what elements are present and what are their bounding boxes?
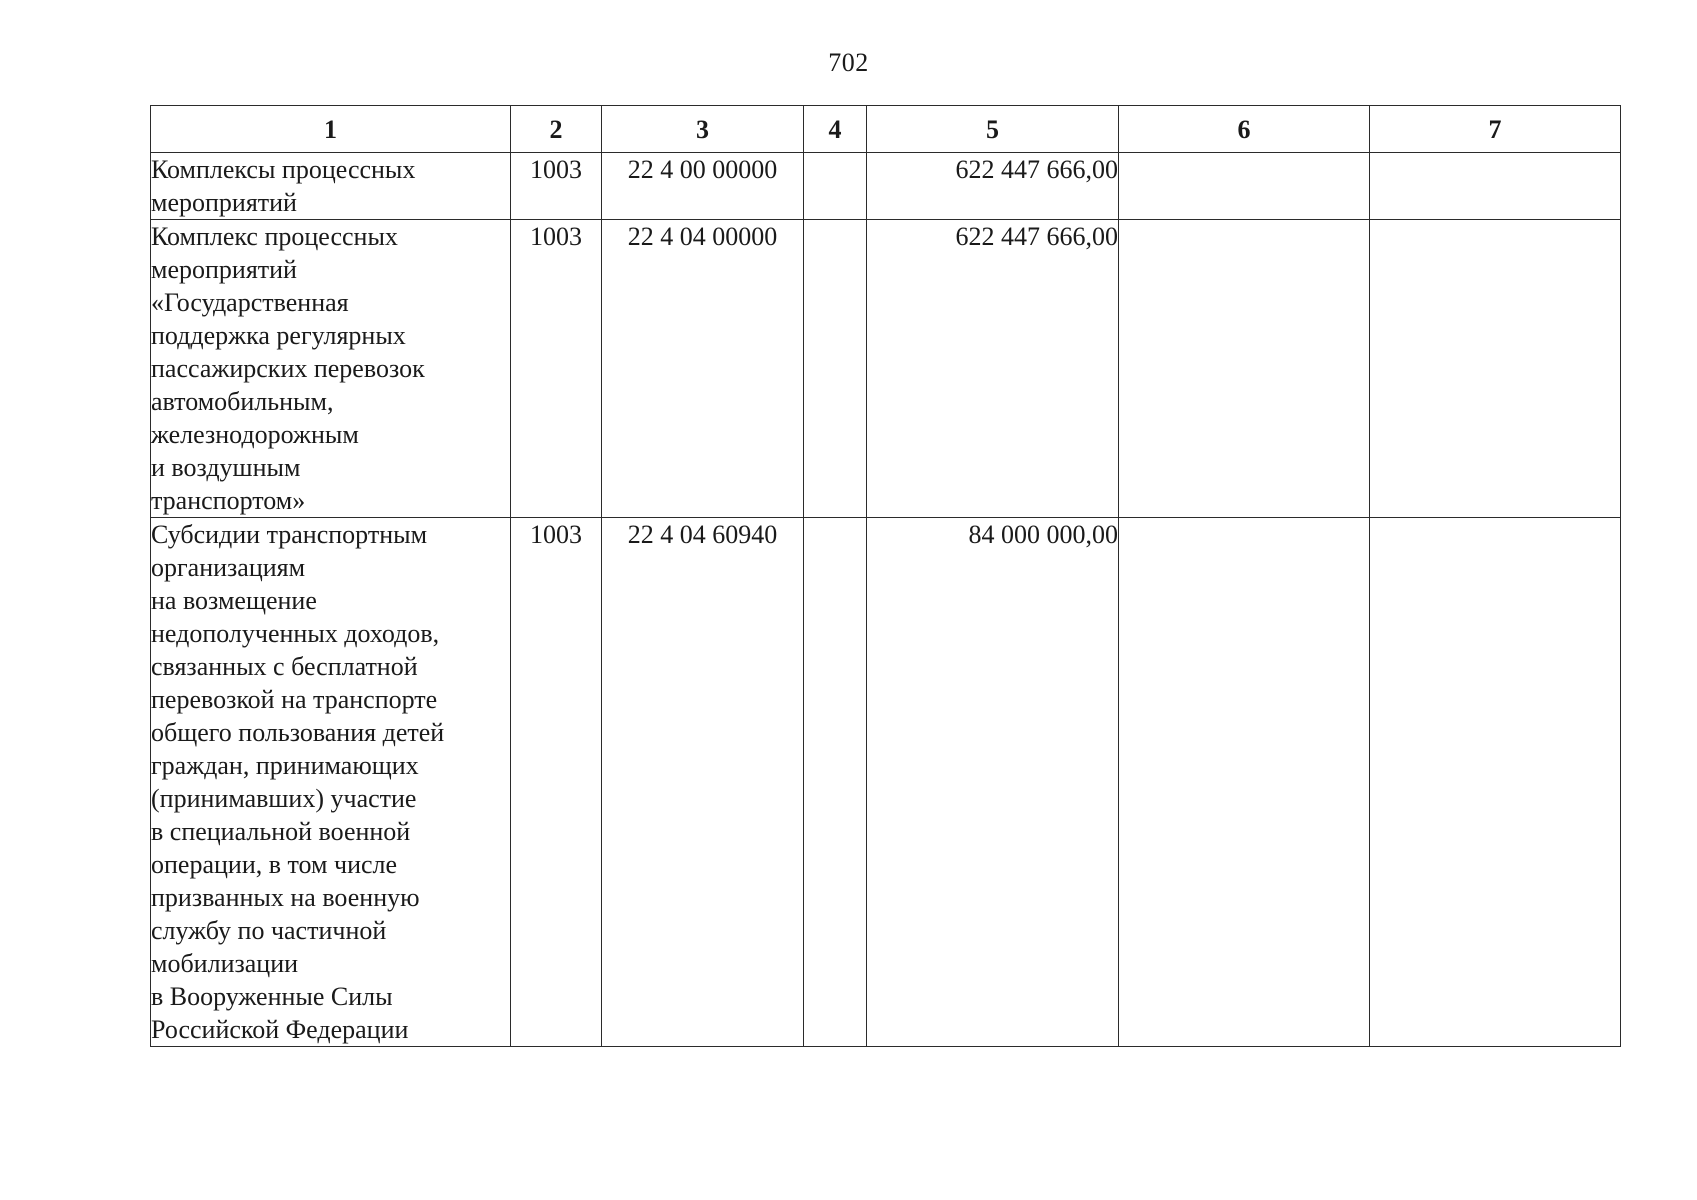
row-section-code: 1003 [511, 220, 602, 518]
row-expense-type [804, 153, 867, 220]
row-col-6 [1119, 220, 1370, 518]
header-col-2: 2 [511, 106, 602, 153]
row-target-code: 22 4 04 00000 [602, 220, 804, 518]
row-amount: 84 000 000,00 [867, 518, 1119, 1047]
row-name: Субсидии транспортным организациям на возмещение недополученных доходов, связанных с бесплатной перевозкой на транспорте общего пользования детей граждан, принимающих (принимавших) участие в специальной военной операции, в том числе призванных на военную службу по частичной мобилизации в Вооруженные Силы Российской Федерации [151, 518, 511, 1047]
row-name: Комплекс процессных мероприятий «Государственная поддержка регулярных пассажирских перевозок автомобильным, железнодорожным и воздушным транспортом» [151, 220, 511, 518]
row-col-6 [1119, 153, 1370, 220]
row-col-7 [1370, 220, 1621, 518]
row-expense-type [804, 518, 867, 1047]
budget-table [150, 105, 1621, 1047]
page-number: 702 [828, 48, 869, 77]
row-amount: 622 447 666,00 [867, 153, 1119, 220]
row-col-7 [1370, 153, 1621, 220]
row-expense-type [804, 220, 867, 518]
table-row [151, 153, 1621, 220]
row-col-7 [1370, 518, 1621, 1047]
table-row [151, 220, 1621, 518]
row-section-code: 1003 [511, 518, 602, 1047]
header-col-1: 1 [151, 106, 511, 153]
header-col-7: 7 [1370, 106, 1621, 153]
header-col-4: 4 [804, 106, 867, 153]
row-name: Комплексы процессных мероприятий [151, 153, 511, 220]
header-col-6: 6 [1119, 106, 1370, 153]
header-col-5: 5 [867, 106, 1119, 153]
row-amount: 622 447 666,00 [867, 220, 1119, 518]
header-col-3: 3 [602, 106, 804, 153]
header-row [151, 106, 1621, 153]
row-col-6 [1119, 518, 1370, 1047]
table-row [151, 518, 1621, 1047]
row-section-code: 1003 [511, 153, 602, 220]
row-target-code: 22 4 04 60940 [602, 518, 804, 1047]
row-target-code: 22 4 00 00000 [602, 153, 804, 220]
